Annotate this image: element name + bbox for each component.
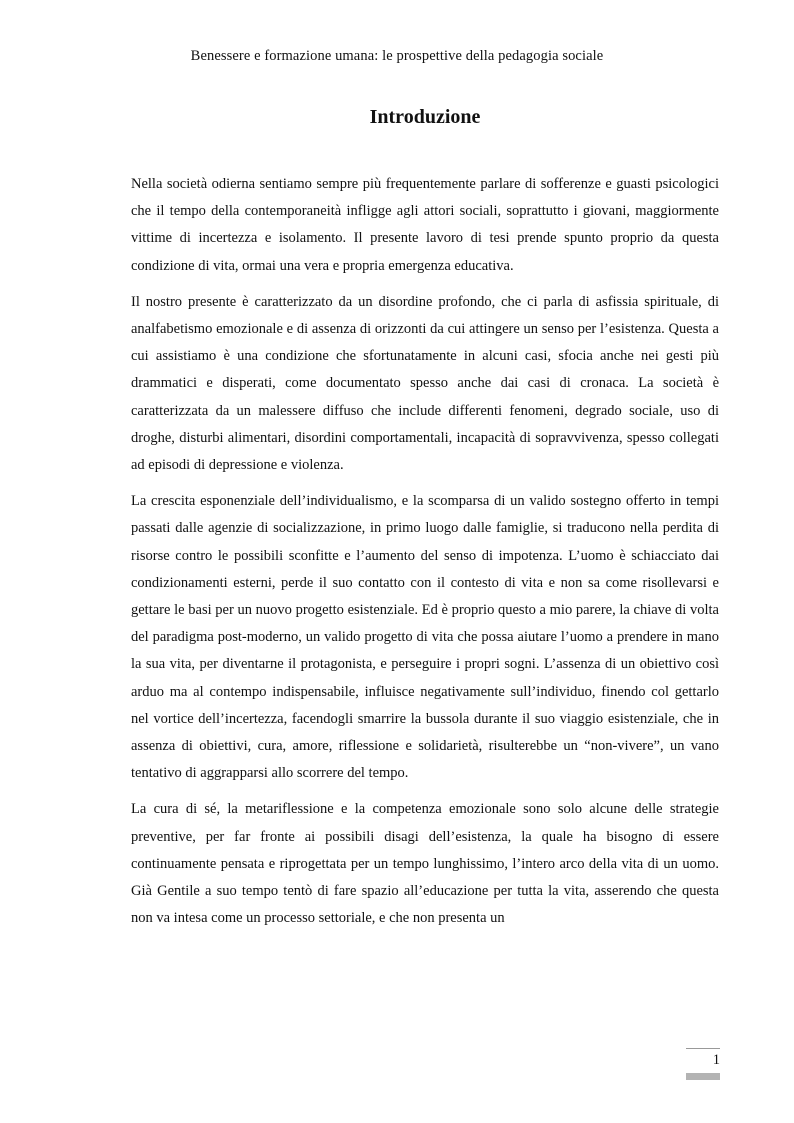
running-header: Benessere e formazione umana: le prospettive della pedagogia sociale xyxy=(190,48,604,64)
section-title: Introduzione xyxy=(369,106,481,128)
body-text xyxy=(131,171,719,941)
page-number-rule xyxy=(686,1048,720,1049)
page-number-bar xyxy=(686,1073,720,1080)
paragraph: Nella società odierna sentiamo sempre più frequentemente parlare di sofferenze e guasti psicologici che il tempo della contemporaneità infligge agli attori sociali, soprattutto i giovani, maggiormente vittime di incertezza e isolamento. Il presente lavoro di tesi prende spunto proprio da questa condizione di vita, ormai una vera e propria emergenza educativa. xyxy=(131,176,719,274)
paragraph: La cura di sé, la metariflessione e la competenza emozionale sono solo alcune delle strategie preventive, per far fronte ai possibili disagi dell’esistenza, la quale ha bisogno di essere continuamente pensata e riprogettata per un tempo lunghissimo, l’intero arco della vita di un uomo. Già Gentile a suo tempo tentò di fare spazio all’educazione per tutta la vita, asserendo che questa non va intesa come un processo settoriale, e che non presenta un xyxy=(131,801,719,927)
paragraph: La crescita esponenziale dell’individualismo, e la scomparsa di un valido sostegno offerto in tempi passati dalle agenzie di socializzazione, in primo luogo dalle famiglie, si traducono nella perdita di risorse contro le possibili sconfitte e l’aumento del senso di impotenza. L’uomo è schiacciato dai condizionamenti esterni, perde il suo contatto con il contesto di vita e non sa come risollevarsi e gettare le basi per un nuovo progetto esistenziale. Ed è proprio questo a mio parere, la chiave di volta del paradigma post-moderno, un valido progetto di vita che possa aiutare l’uomo a prendere in mano la sua vita, per diventarne il protagonista, e perseguire i propri sogni. L’assenza di un obiettivo così arduo ma al contempo indispensabile, influisce negativamente sull’individuo, finendo col gettarlo nel vortice dell’incertezza, facendogli smarrire la bussola durante il suo viaggio esistenziale, che in assenza di obiettivi, cura, amore, riflessione e solidarietà, risulterebbe un “non-vivere”, un vano tentativo di aggrapparsi allo scorrere del tempo. xyxy=(131,493,719,782)
paragraph: Il nostro presente è caratterizzato da un disordine profondo, che ci parla di asfissia spirituale, di analfabetismo emozionale e di assenza di orizzonti da cui attingere un senso per l’esistenza. Questa a cui assistiamo è una condizione che sfortunatamente in alcuni casi, sfocia anche nei gesti più drammatici e disperati, come documentato spesso anche dai casi di cronaca. La società è caratterizzata da un malessere diffuso che include differenti fenomeni, degrado sociale, uso di droghe, disturbi alimentari, disordini comportamentali, incapacità di sopravvivenza, spesso collegati ad episodi di depressione e violenza. xyxy=(131,293,719,474)
page-number: 1 xyxy=(712,1052,720,1068)
